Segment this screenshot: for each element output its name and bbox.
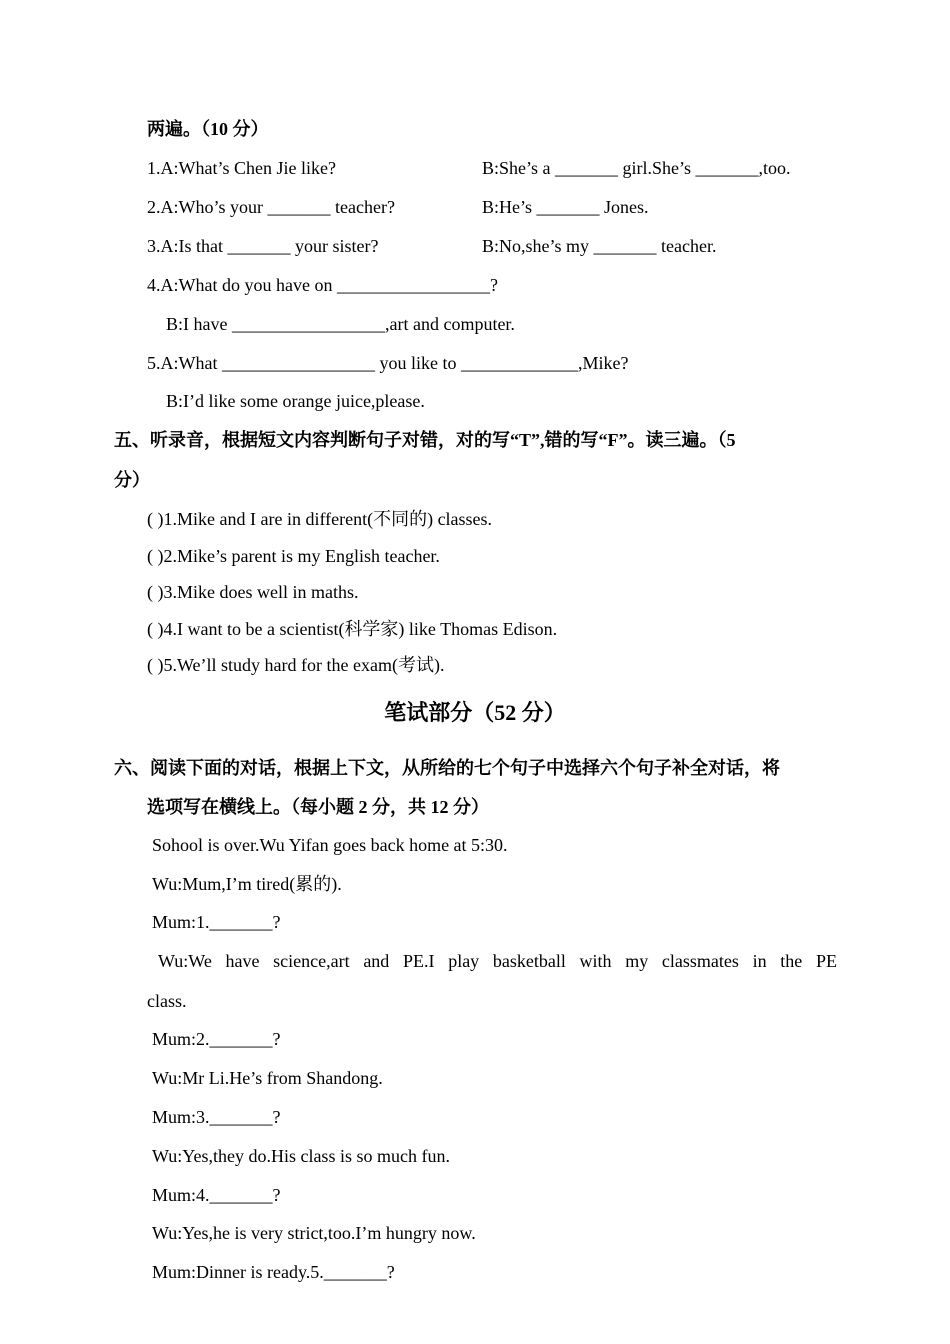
dialogue-line-5: Wu:Mr Li.He’s from Shandong. (152, 1068, 383, 1088)
q1-a: 1.A:What’s Chen Jie like? (147, 158, 336, 178)
tf-item-3: ( )3.Mike does well in maths. (147, 582, 359, 602)
tf-item-5: ( )5.We’ll study hard for the exam(考试). (147, 655, 445, 675)
section5-heading-cont: 分） (114, 470, 150, 490)
tf-item-1: ( )1.Mike and I are in different(不同的) classes. (147, 509, 493, 529)
dialogue-line-3-cont: class. (147, 991, 187, 1011)
written-part-title: 笔试部分（52 分） (384, 700, 566, 725)
dialogue-line-9: Wu:Yes,he is very strict,too.I’m hungry now. (152, 1223, 476, 1243)
dialogue-line-6: Mum:3._______? (152, 1107, 281, 1127)
q4-a: 4.A:What do you have on _________________? (147, 275, 498, 295)
section4-heading-tail: 两遍。（10 分） (147, 119, 269, 139)
section6-heading-cont: 选项写在横线上。（每小题 2 分，共 12 分） (147, 797, 489, 817)
dialogue-line-10: Mum:Dinner is ready.5._______? (152, 1262, 395, 1282)
q2-b: B:He’s _______ Jones. (482, 197, 649, 217)
q1-b: B:She’s a _______ girl.She’s _______,too. (482, 158, 791, 178)
tf-item-4: ( )4.I want to be a scientist(科学家) like Thomas Edison. (147, 619, 558, 639)
dialogue-intro: Sohool is over.Wu Yifan goes back home at 5:30. (152, 835, 508, 855)
q4-b: B:I have _________________,art and computer. (166, 314, 515, 334)
q2-a: 2.A:Who’s your _______ teacher? (147, 197, 395, 217)
q5-b: B:I’d like some orange juice,please. (166, 391, 425, 411)
dialogue-line-2: Mum:1._______? (152, 912, 281, 932)
dialogue-line-1: Wu:Mum,I’m tired(累的). (152, 874, 342, 894)
dialogue-line-4: Mum:2._______? (152, 1029, 281, 1049)
q3-b: B:No,she’s my _______ teacher. (482, 236, 717, 256)
q3-a: 3.A:Is that _______ your sister? (147, 236, 379, 256)
section6-heading: 六、阅读下面的对话，根据上下文，从所给的七个句子中选择六个句子补全对话，将 (114, 758, 780, 778)
section5-heading: 五、听录音，根据短文内容判断句子对错，对的写“T”,错的写“F”。读三遍。（5 (114, 430, 736, 450)
dialogue-line-3: Wu:We have science,art and PE.I play basketball with my classmates in the PE (158, 951, 837, 971)
q5-a: 5.A:What _________________ you like to _____________,Mike? (147, 353, 629, 373)
dialogue-line-8: Mum:4._______? (152, 1185, 281, 1205)
tf-item-2: ( )2.Mike’s parent is my English teacher. (147, 546, 440, 566)
dialogue-line-7: Wu:Yes,they do.His class is so much fun. (152, 1146, 450, 1166)
